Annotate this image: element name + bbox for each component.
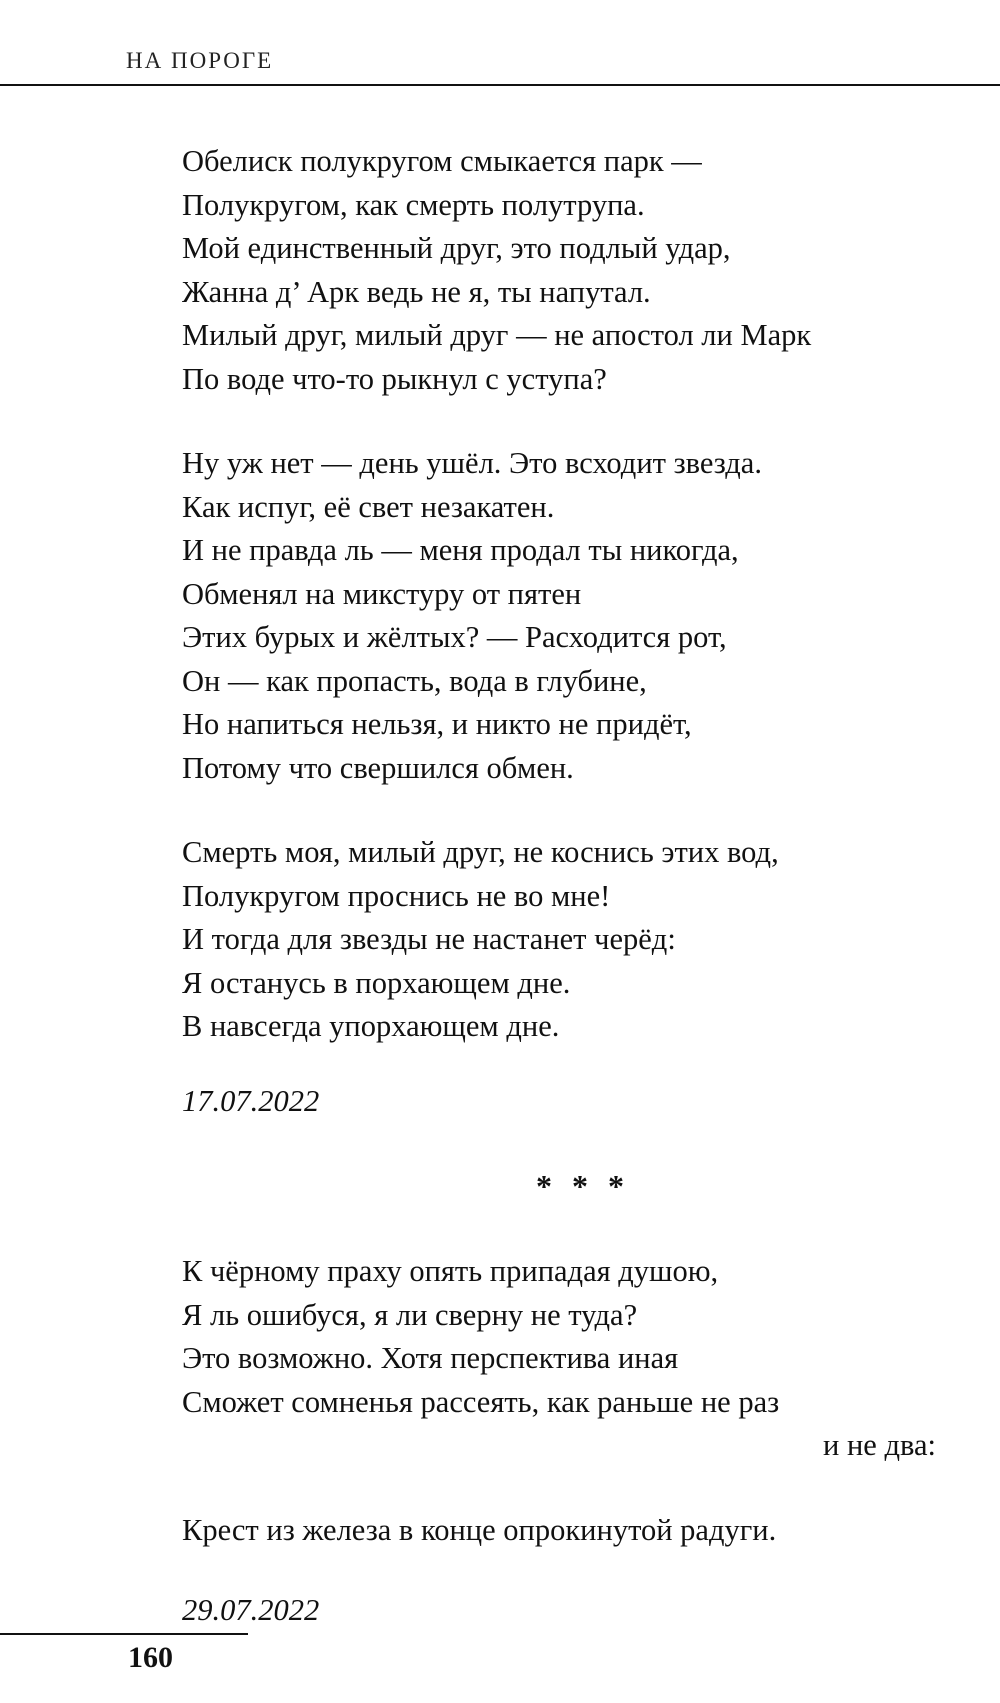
verse-line: Потому что свершился обмен. xyxy=(182,750,574,785)
verse-line: Этих бурых и жёлтых? — Расходится рот, xyxy=(182,620,727,654)
verse-line: Полукругом, как смерть полутрупа. xyxy=(182,187,645,222)
verse-line: Обменял на микстуру от пятен xyxy=(182,576,582,611)
text-block xyxy=(182,140,962,1676)
verse-line: Ну уж нет — день ушёл. Это всходит звезда. xyxy=(182,446,762,480)
verse-line: Как испуг, её свет незакатен. xyxy=(182,489,555,524)
poem-1-stanza-3 xyxy=(182,831,962,1049)
verse-line: Полукругом проснись не во мне! xyxy=(182,878,611,913)
verse-line: Это возможно. Хотя перспектива иная xyxy=(182,1341,679,1375)
verse-line: И не правда ль — меня продал ты никогда, xyxy=(182,533,739,567)
verse-line: Он — как пропасть, вода в глубине, xyxy=(182,663,647,698)
verse-line: Я останусь в порхающем дне. xyxy=(182,965,571,1000)
page-number: 160 xyxy=(128,1641,173,1674)
poem-2-stanza-1 xyxy=(182,1250,962,1468)
verse-line: Мой единственный друг, это подлый удар, xyxy=(182,231,731,265)
verse-line-continuation: и не два: xyxy=(823,1428,936,1462)
poem-separator: * * * xyxy=(536,1168,630,1204)
verse-line: Но напиться нельзя, и никто не придёт, xyxy=(182,707,692,741)
verse-line: Сможет сомненья рассеять, как раньше не раз xyxy=(182,1384,780,1419)
verse-line: И тогда для звезды не настанет черёд: xyxy=(182,922,676,956)
poem-1-date: 17.07.2022 xyxy=(182,1083,320,1118)
header-rule xyxy=(0,84,1000,86)
verse-line: Смерть моя, милый друг, не коснись этих вод, xyxy=(182,835,779,869)
verse-line: В навсегда упорхающем дне. xyxy=(182,1009,560,1043)
verse-line: Крест из железа в конце опрокинутой радуги. xyxy=(182,1512,777,1547)
verse-line: К чёрному праху опять припадая душою, xyxy=(182,1254,719,1288)
verse-line: Обелиск полукругом смыкается парк — xyxy=(182,144,702,178)
poem-2-stanza-2 xyxy=(182,1509,962,1553)
poem-2-date: 29.07.2022 xyxy=(182,1593,320,1627)
poem-1-stanza-1 xyxy=(182,140,962,401)
verse-line: Я ль ошибуся, я ли сверну не туда? xyxy=(182,1297,638,1332)
verse-line: По воде что-то рыкнул с уступа? xyxy=(182,361,607,396)
footer-rule xyxy=(0,1633,248,1635)
poem-1-stanza-2 xyxy=(182,442,962,790)
running-head: НА ПОРОГЕ xyxy=(126,48,274,73)
verse-line: Милый друг, милый друг — не апостол ли Марк xyxy=(182,318,812,352)
verse-line: Жанна д’ Арк ведь не я, ты напутал. xyxy=(182,274,651,309)
